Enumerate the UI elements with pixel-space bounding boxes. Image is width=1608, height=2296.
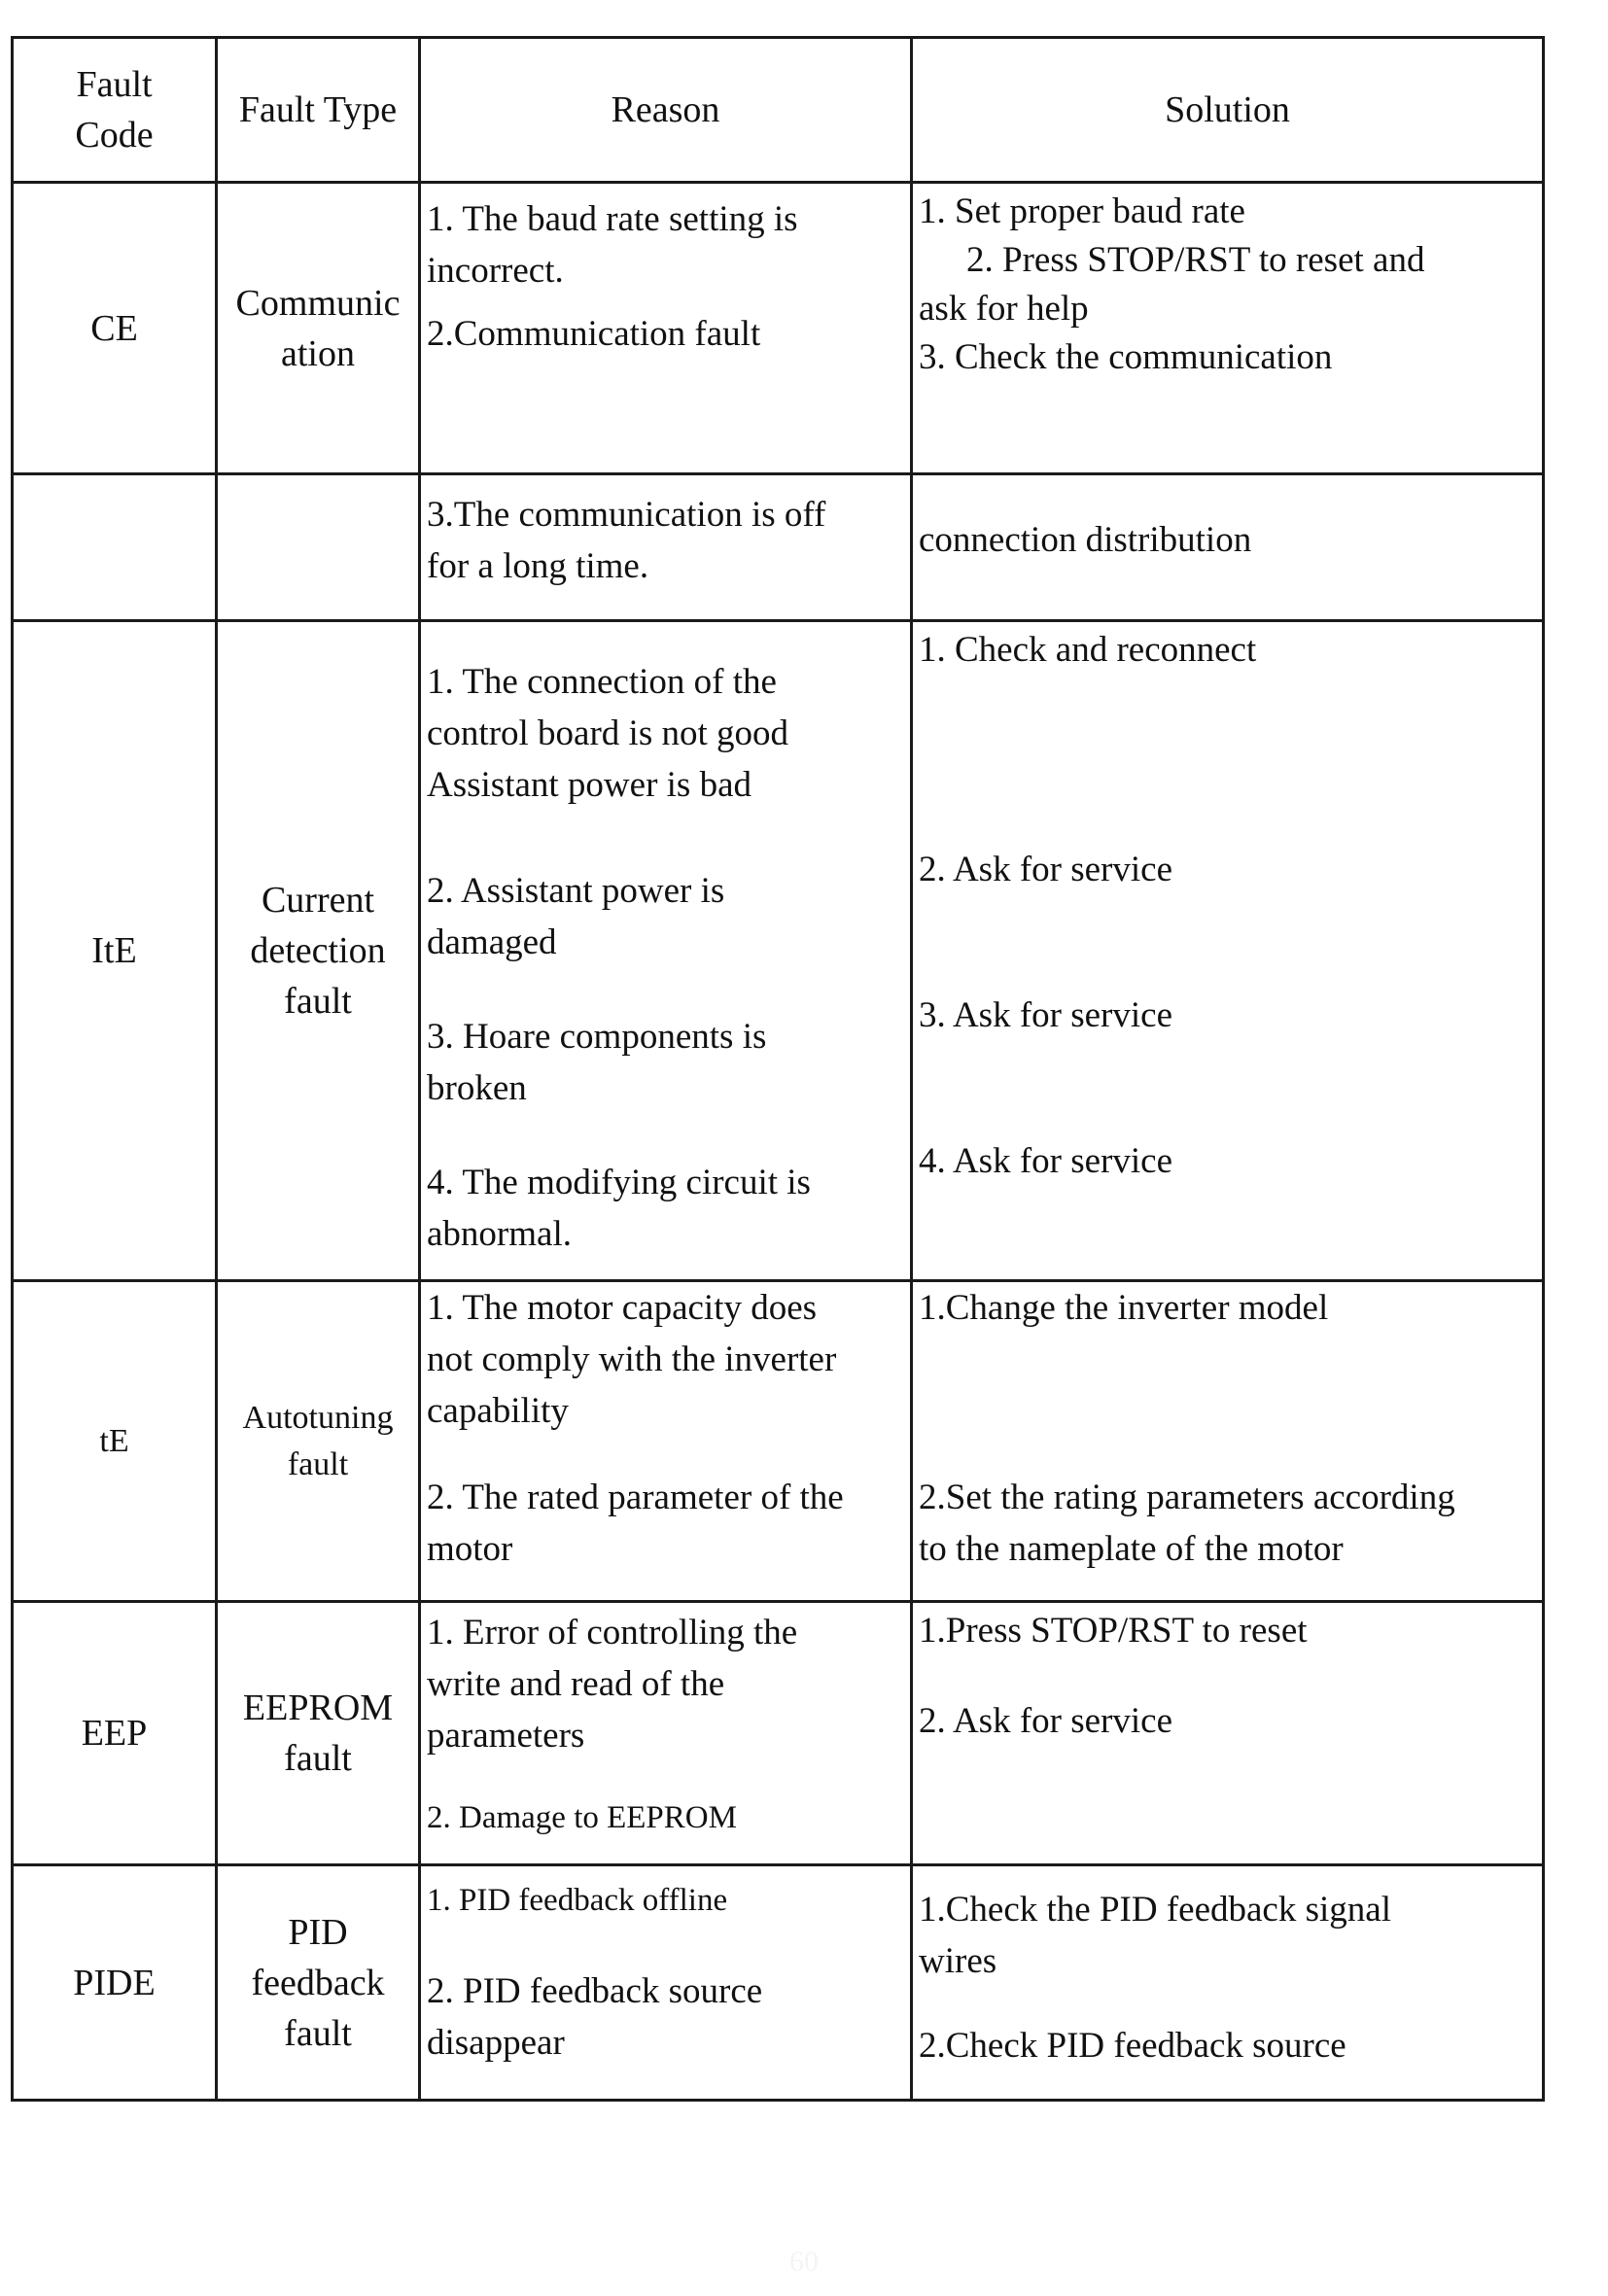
solution-text: connection distribution (919, 520, 1252, 560)
solution-text: 1.Check the PID feedback signal wires (919, 1890, 1391, 1981)
solution-text: 2. Press STOP/RST to reset and (966, 240, 1425, 280)
table-header-row (13, 38, 1544, 183)
reason-text: 2.Communication fault (427, 314, 761, 354)
reason-text: 2. The rated parameter of the motor (427, 1478, 844, 1569)
solution-cell (912, 474, 1544, 621)
fault-table (11, 36, 1545, 2102)
header-fault-type: Fault Type (217, 38, 420, 183)
solution-cell (912, 1865, 1544, 2101)
reason-text: 2. PID feedback source disappear (427, 1971, 763, 2063)
fault-type-cell (217, 474, 420, 621)
table-row (13, 1865, 1544, 2101)
solution-text: 1.Change the inverter model (919, 1288, 1329, 1328)
solution-text: 4. Ask for service (919, 1141, 1172, 1181)
solution-text: ask for help (919, 289, 1089, 329)
fault-code-cell: CE (13, 183, 217, 474)
solution-text: 3. Ask for service (919, 995, 1172, 1035)
solution-text: 2. Ask for service (919, 850, 1172, 889)
solution-cell (912, 1281, 1544, 1602)
solution-text: 1.Press STOP/RST to reset (919, 1611, 1308, 1651)
reason-cell (420, 1602, 912, 1865)
reason-text: 1. The motor capacity does not comply with the inverter capability (427, 1288, 837, 1431)
reason-cell (420, 1865, 912, 2101)
fault-code-cell: PIDE (13, 1865, 217, 2101)
solution-cell (912, 1602, 1544, 1865)
table-row (13, 474, 1544, 621)
reason-text: 1. Error of controlling the write and read of the parameters (427, 1613, 798, 1756)
reason-text: 1. PID feedback offline (427, 1883, 728, 1918)
fault-code-cell: ItE (13, 621, 217, 1281)
reason-cell (420, 474, 912, 621)
reason-text: 3.The communication is off for a long time. (427, 495, 826, 586)
table-row (13, 1602, 1544, 1865)
fault-code-cell (13, 474, 217, 621)
table-row (13, 1281, 1544, 1602)
solution-text: 2. Ask for service (919, 1701, 1172, 1741)
reason-cell (420, 621, 912, 1281)
reason-text: 1. The connection of the control board is not good Assistant power is bad (427, 662, 789, 805)
fault-code-cell: EEP (13, 1602, 217, 1865)
reason-cell (420, 183, 912, 474)
solution-text: 1. Check and reconnect (919, 630, 1257, 670)
solution-text: 1. Set proper baud rate (919, 191, 1245, 231)
solution-text: 2.Set the rating parameters according to the nameplate of the motor (919, 1478, 1455, 1569)
header-reason: Reason (420, 38, 912, 183)
header-solution: Solution (912, 38, 1544, 183)
table-row (13, 183, 1544, 474)
solution-text: 2.Check PID feedback source (919, 2026, 1346, 2066)
fault-code-cell: tE (13, 1281, 217, 1602)
reason-text: 2. Assistant power is damaged (427, 871, 725, 962)
fault-type-cell: Autotuning fault (217, 1281, 420, 1602)
table-row (13, 621, 1544, 1281)
fault-type-cell: Current detection fault (217, 621, 420, 1281)
reason-text: 3. Hoare components is broken (427, 1017, 767, 1108)
fault-type-cell: Communic ation (217, 183, 420, 474)
reason-cell (420, 1281, 912, 1602)
reason-text: 4. The modifying circuit is abnormal. (427, 1163, 811, 1254)
solution-cell (912, 183, 1544, 474)
solution-text: 3. Check the communication (919, 337, 1333, 377)
fault-type-cell: EEPROM fault (217, 1602, 420, 1865)
reason-text: 2. Damage to EEPROM (427, 1800, 737, 1835)
page-number: 60 (789, 2245, 819, 2278)
header-fault-code: Fault Code (13, 38, 217, 183)
fault-type-cell: PID feedback fault (217, 1865, 420, 2101)
reason-text: 1. The baud rate setting is incorrect. (427, 199, 798, 291)
solution-cell (912, 621, 1544, 1281)
